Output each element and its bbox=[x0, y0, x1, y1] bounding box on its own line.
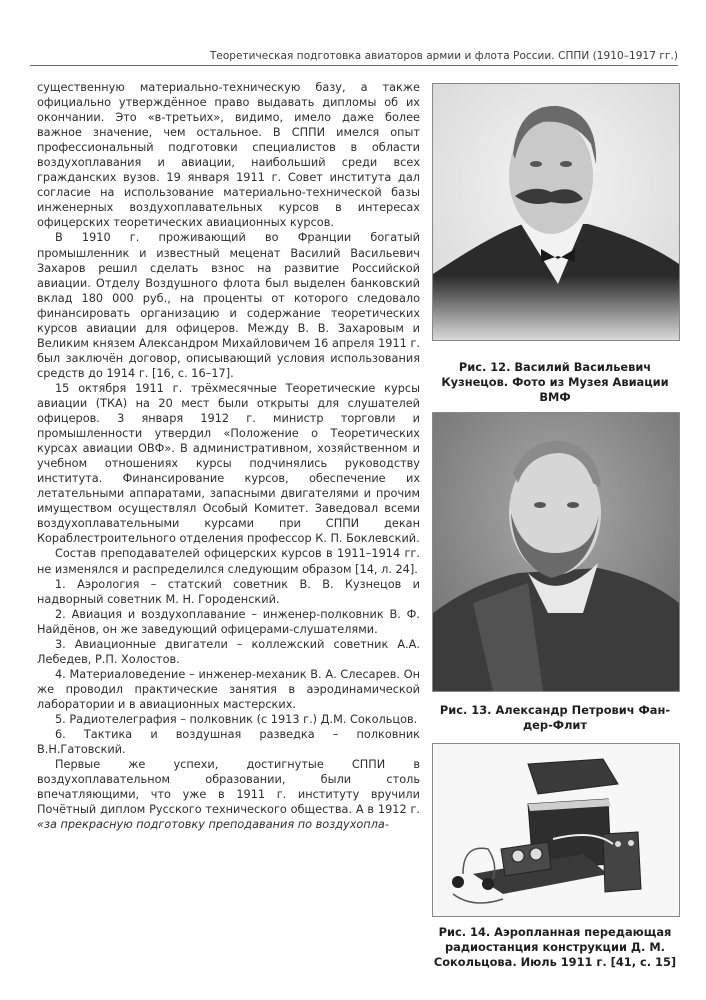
figure-13-caption: Рис. 13. Александр Петрович Фан-дер-Флит bbox=[439, 703, 671, 732]
running-head: Теоретическая подготовка авиаторов армии и флота России. СППИ (1910–1917 гг.) bbox=[30, 50, 678, 66]
figure-14-caption: Рис. 14. Аэропланная передающая радиостанция конструкции Д. М. Сокольцова. Июль 1911 г. [41, с. 15] bbox=[433, 925, 677, 969]
body-text-column bbox=[37, 80, 420, 832]
list-item: 6. Тактика и воздушная разведка – полковник В.Н.Гатовский. bbox=[37, 728, 420, 757]
portrait-kuznetsov bbox=[433, 84, 679, 340]
paragraph-text: Первые же успехи, достигнутые СППИ в воздухоплавательном образовании, были столь впечатляющими, что уже в 1911 г. институту вручили Почётный диплом Русского технического общества. А в 1912 г. bbox=[37, 758, 420, 817]
paragraph: Состав преподавателей офицерских курсов в 1911–1914 гг. не изменялся и распределился следующим образом [14, л. 24]. bbox=[37, 547, 420, 576]
figure-13-photo bbox=[432, 412, 680, 692]
figure-12-photo bbox=[432, 83, 680, 341]
figure-14-illustration bbox=[432, 743, 680, 917]
list-item: 1. Аэрология – статский советник В. В. Кузнецов и надворный советник М. Н. Городенский. bbox=[37, 577, 420, 606]
paragraph: 15 октября 1911 г. трёхмесячные Теоретические курсы авиации (ТКА) на 20 мест были открыты для слушателей офицеров. 3 января 1912 г. министр торговли и промышленности утвердил «Положение о Теоретических курсах авиации ОВФ». В административном, хозяйственном и учебном отношениях курсы подчинялись руководству института. Финансирование курсов, обеспечение их летательными аппаратами, запасными двигателями и прочим имуществом осуществлял Особый Комитет. Заведовал всеми воздухоплавательными курсами при СППИ декан Кораблестроительного отделения профессор К. П. Боклевский. bbox=[37, 381, 420, 546]
radio-station-image bbox=[433, 744, 679, 916]
list-item: 3. Авиационные двигатели – коллежский советник А.А. Лебедев, Р.П. Холостов. bbox=[37, 637, 420, 666]
list-item: 4. Материаловедение – инженер-механик В. А. Слесарев. Он же проводил практические занятия в аэродинамической лаборатории и в авиационных мастерских. bbox=[37, 667, 420, 711]
paragraph bbox=[37, 757, 420, 832]
list-item: 2. Авиация и воздухоплавание – инженер-полковник В. Ф. Найдёнов, он же заведующий офицерами-слушателями. bbox=[37, 607, 420, 636]
list-item: 5. Радиотелеграфия – полковник (с 1913 г.) Д.М. Сокольцов. bbox=[55, 712, 418, 726]
paragraph: существенную материально-техническую базу, а также официально утверждённое право выдавать дипломы об их окончании. Это «в-третьих», видимо, имело даже более важное значение, чем остальное. В СППИ имелся опыт профессиональный подготовки специалистов в области воздухоплавания и авиации, наибольший среди всех гражданских вузов. 19 января 1911 г. Совет института дал согласие на использование материально-технической базы инженерных воздухоплавательных курсов в интересах офицерских теоретических авиационных курсов. bbox=[37, 81, 420, 230]
paragraph: В 1910 г. проживающий во Франции богатый промышленник и известный меценат Василий Васильевич Захаров решил сделать взнос на развитие Российской авиации. Отделу Воздушного флота был выделен банковский вклад 180 000 руб., на проценты от которого следовало финансировать организацию и содержание теоретических курсов авиации для офицеров. Между В. В. Захаровым и Великим князем Александром Михайловичем 16 апреля 1911 г. был заключён договор, описывающий условия использования средств до 1914 г. [16, с. 16–17]. bbox=[37, 231, 420, 380]
portrait-fan-der-flit bbox=[433, 413, 679, 691]
quote-text: «за прекрасную подготовку преподавания по воздухопла- bbox=[37, 818, 389, 832]
figure-12-caption: Рис. 12. Василий Васильевич Кузнецов. Фото из Музея Авиации ВМФ bbox=[441, 360, 669, 404]
